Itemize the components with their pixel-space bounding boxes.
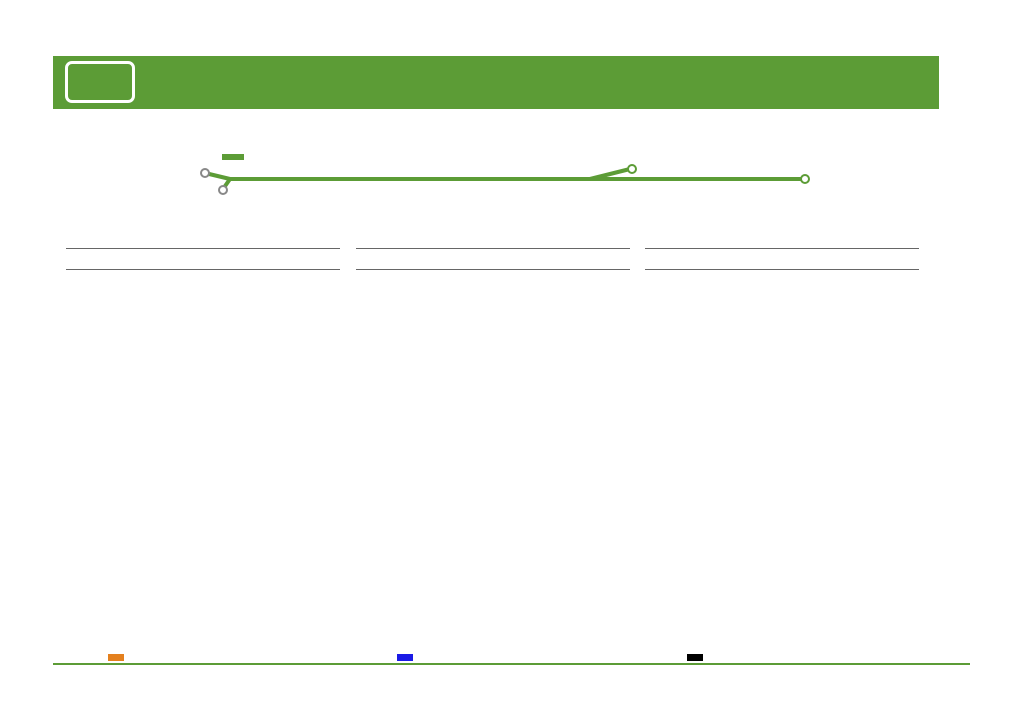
timetable-title-holiday [645,248,919,270]
timetable-title-weekday [66,248,340,270]
legend-swatch-blue [397,654,413,661]
timetable-weekday [66,248,340,270]
legend-swatch-black [687,654,703,661]
timetable-title-saturday [356,248,630,270]
terminus-abbiategrasso [219,186,227,194]
legend-swatch-orange [108,654,124,661]
timetable-holiday [645,248,919,270]
line-map [195,137,835,232]
terminus-cologno-nord [628,165,636,173]
legend-gessate [108,654,140,662]
legend-cologno [397,654,429,662]
current-station-marker [222,154,244,160]
terminus-gessate [801,175,809,183]
m2-line-logo [65,61,135,103]
legend-gobba [687,654,719,662]
header-banner [53,56,939,109]
footer-divider [53,663,970,665]
timetable-saturday [356,248,630,270]
terminus-assago-forum [201,169,209,177]
